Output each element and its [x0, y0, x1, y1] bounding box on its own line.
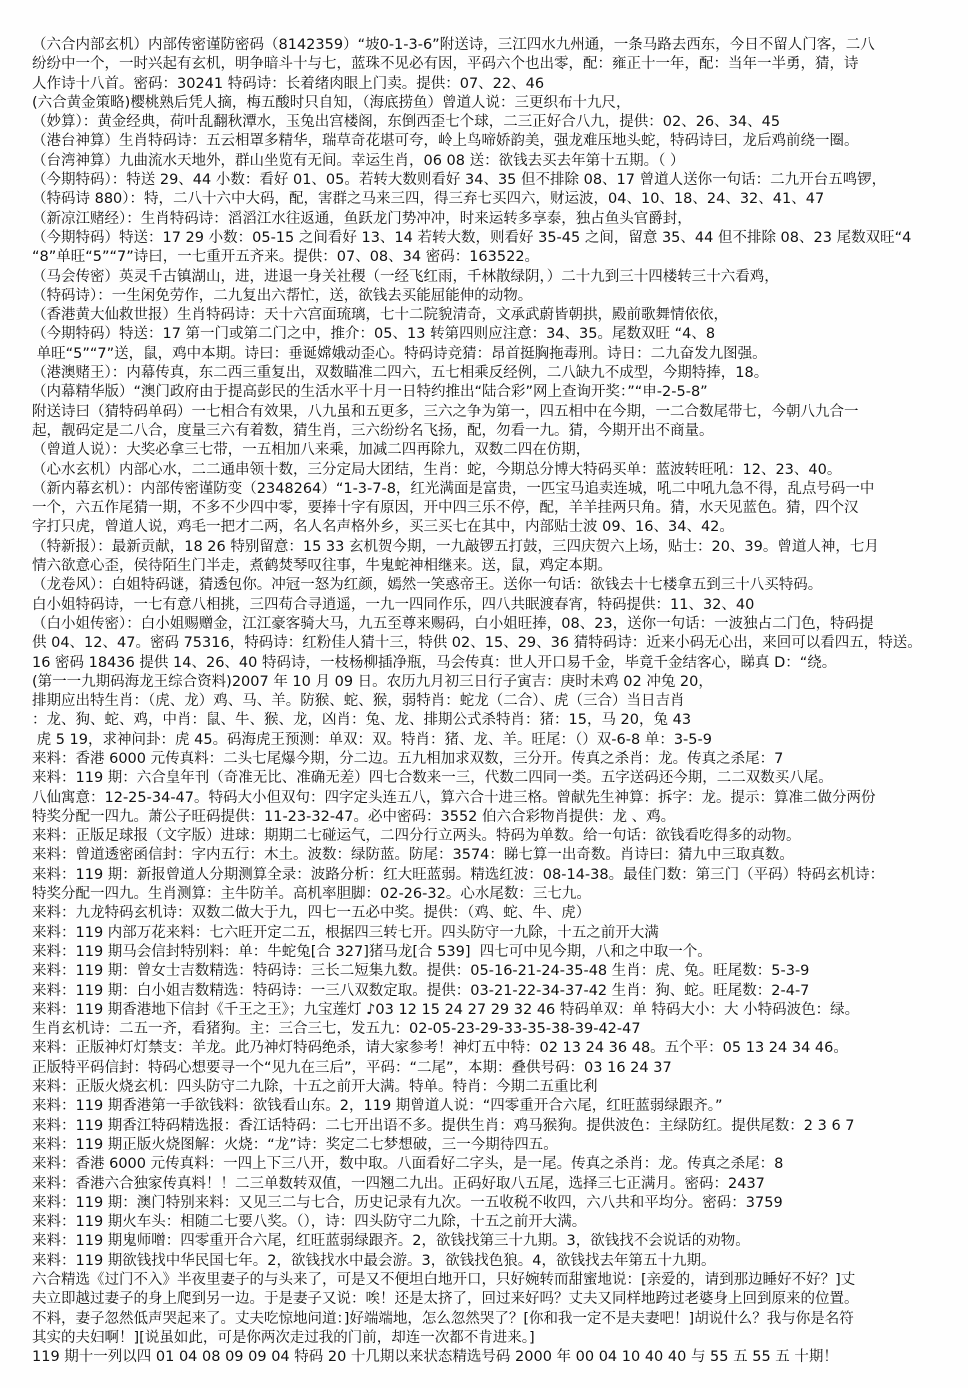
text-line: （特新报）：最新贡献，18 26 特别留意：15 33 玄机贺今期，一九敲锣五打鼓，三四庆贺六上场，贴士：20、39。曾道人神，七月 [32, 538, 879, 555]
text-line: （今期特码）特送：17 第一门或第二门之中，推介：05、13 转第四则应注意：34、35。尾数双旺 “4、8 [32, 326, 716, 343]
text-line: 虎 5 19，求神问卦：虎 45。码海虎王预测：单双：双。特肖：猪、龙、羊。旺尾：（）双-6-8 单：3-5-9 [32, 731, 712, 748]
text-line: （香港黄大仙救世报）生肖特码诗：天十六宫面琉璃，七十二院貌清奇，文承武蔚皆朝拱，殿前歌舞情依依， [32, 307, 728, 324]
text-line: 单旺“5”“7”送，鼠，鸡中本期。诗曰：垂诞嫦娥动歪心。特码诗竞猜：昂首挺胸拖毒刑。诗日：二九奋发九图强。 [32, 345, 767, 362]
text-line: 来料：119 期火车头：相随二七要八奖。（），诗：四头防守二九除，十五之前开大满。 [32, 1214, 587, 1231]
text-line: 八仙寓意：12-25-34-47。特码大小但双句：四字定头连五八，算六合十进三格。曾献先生神算：拆字：龙。提示：算准二做分两份 [32, 789, 876, 806]
text-line: 纷纷中一个，一时兴起有玄机，明争暗斗十与七，蓝珠不见必有因，平码六个也出零，配：雍正十一年，配：当年一半勇，猜，诗 [32, 56, 859, 73]
text-line: （港澳赌王）：内幕传真，东二西三重复出，双数瞄准二四六，五七相乘反经例，二八缺九不成型，今期特捧，18。 [32, 365, 769, 382]
text-line: 特奖分配一四九。萧公子旺码提供：11-23-32-47。必中密码：3552 伯六合彩物肖提供：龙 、鸡。 [32, 808, 676, 825]
text-line: 来料：119 期香江特码精选报：香江话特码：二七开出语不多。提供生肖：鸡马猴狗。提供波色：主绿防红。提供尾数：2 3 6 7 [32, 1117, 855, 1134]
text-line: （今期特码）：特送 29、44 小数：看好 01、05。若转大数则看好 34、35 但不排除 08、17 曾道人送你一句话：二九开台五鸣锣， [32, 172, 887, 189]
text-line: 来料：119 期：澳门特别来料：又见三二与七合，历史记录有九次。一五收税不收四，六八共和平均分。密码：3759 [32, 1194, 783, 1211]
text-line: ：龙、狗、蛇、鸡，中肖：鼠、牛、猴、龙，凶肖：兔、龙、排期公式杀特肖：猪：15，马 20，兔 43 [32, 712, 692, 729]
text-line: 来料：香港 6000 元传真料：一四上下三八开，数中取。八面看好二字头，是一尾。传真之杀肖：龙。传真之杀尾：8 [32, 1156, 784, 1173]
text-line: 来料：119 期马会信封特别料：单：牛蛇兔[合 327]猪马龙[合 539] 四七可中见今期，八和之中取一个。 [32, 943, 712, 960]
text-line: 来料：香港 6000 元传真料：二头七尾爆今期，分二边。五九相加求双数，三分开。传真之杀肖：龙。传真之杀尾：7 [32, 750, 784, 767]
text-line: 来料：正版神灯灯禁支：羊龙。此乃神灯特码绝杀，请大家参考！神灯五中特：02 13 24 36 48。五个平：05 13 24 34 46。 [32, 1040, 848, 1057]
text-line: 不料，妻子忽然低声哭起来了。丈夫吃惊地问道：]好端端地，怎么忽然哭了？[你和我一定不是夫妻吧！]胡说什么？我与你是名符 [32, 1310, 854, 1327]
text-line: （六合内部玄机）内部传密谨防密码（8142359）“坡0-1-3-6”附送诗，三江四水九州通，一条马路去西东，今日不留人门客，二八 [32, 37, 875, 53]
text-line: 来料：119 期鬼师噌：四零重开合六尾，红旺蓝弱绿跟齐。2，欲钱找第三十九期。3，欲钱找不会说话的劝物。 [32, 1233, 750, 1250]
text-line: 来料：119 内部万花来料：七六旺开定二五，根据四三转七开。四头防守一九除，十五之前开大满 [32, 924, 659, 941]
text-line: 特奖分配一四九。生肖测算：主牛防羊。高机率胆脚：02-26-32。心水尾数：三七九。 [32, 886, 591, 903]
text-line: （妙算）：黄金经典，荷叶乱翻秋潭水，玉兔出宫楼阁，东倒西歪七个球，二三正好合八九，提供：02、26、34、45 [32, 114, 781, 131]
text-line: 来料：九龙特码玄机诗：双数二做大于九，四七一五必中奖。提供：（鸡、蛇、牛、虎） [32, 905, 591, 922]
text-line: 来料：119 期：六合皇年刊（奇准无比、准确无差）四七合数来一三，代数二四同一类。五字送码还今期，二二双数买八尾。 [32, 770, 833, 787]
text-line: 16 密码 18436 提供 14、26、40 特码诗，一枝杨柳插净瓶，马会传真：世人开口易千金，毕竟千金结客心，睇真 D：“绕。 [32, 654, 837, 671]
text-line: 来料：正版足球报（文字版）进球：期期二七碰运气，二四分行立两头。特码为单数。给一句话：欲钱看吃得多的动物。 [32, 828, 801, 845]
text-line: 正版特平码信封：特码心想要寻一个“见九在三后”，平码：“二尾”，本期：叠供号码：03 16 24 37 [32, 1059, 672, 1076]
text-line: “8”单旺“5”“7”诗曰，一七重开五齐来。提供：07、08、34 密码：163522。 [32, 249, 540, 266]
text-line: 来料：119 期欲钱找中华民国七年。2，欲钱找水中最会游。3，欲钱找色狼。4，欲钱找去年第五十九期。 [32, 1252, 716, 1269]
text-line: （白小姐传密）：白小姐赐赠金，江江豪客骑大马，九五至尊来赐码，白小姐旺捧，08、23，送你一句话：一波独占二门色，特码提 [32, 615, 874, 632]
text-line: 附送诗曰（猜特码单码）一七相合有效果，八九虽和五更多，三六之争为第一，四五相中在今期，一二合数尾带七，今朝八九合一 [32, 403, 859, 420]
text-line: 来料：119 期香港第一手欲钱料：欲钱看山东。2，119 期曾道人说：“四零重开合六尾，红旺蓝弱绿跟齐。” [32, 1098, 723, 1115]
text-line: 来料：曾道透密函信封：字内五行：木土。波数：绿防蓝。防尾：3574：睇七算一出奇数。肖诗曰：猜九中三取真数。 [32, 847, 794, 864]
text-line: 起，靓码定是二八合，度量三六有着数，猜生肖，三六纷纷名飞扬，配，勿看一九。猜，今期开出不商量。 [32, 422, 714, 439]
text-line: （内幕精华版）“澳门政府由于提高彭民的生活水平十月一日特约推出“陆合彩”网上查询开奖：”“申-2-5-8” [32, 384, 708, 401]
text-line: (六合黄金策略)樱桃熟后凭人摘，梅五酸时只自知，（海底捞鱼）曾道人说：三更织布十九尺， [32, 94, 631, 111]
text-line: 119 期十一列以四 01 04 08 09 09 04 特码 20 十几期以来状态精选号码 2000 年 00 04 10 40 40 与 55 五 55 五 十期！ [32, 1349, 838, 1366]
text-line: 来料：正版火烧玄机：四头防守二九除，十五之前开大满。特单。特肖：今期二五重比利 [32, 1079, 598, 1096]
text-line: (第一一九期码海龙王综合资料)2007 年 10 月 09 日。农历九月初三日行子寅吉：庚时未鸡 02 冲兔 20， [32, 673, 713, 690]
text-line: （龙卷风）：白姐特码谜，猜透包你。冲冠一怒为红颜，嫣然一笑惑帝王。送你一句话：欲钱去十七楼拿五到三十八买特码。 [32, 577, 823, 594]
text-line: （今期特码）特送：17 29 小数：05-15 之间看好 13、14 若转大数，则看好 35-45 之间，留意 35、44 但不排除 08、23 尾数双旺“4 [32, 229, 912, 246]
text-line: （马会传密）英灵千古镇湖山，进，进退一身关社稷（一经飞红雨，千林散绿阴，）二十九到三十四楼转三十六看鸡， [32, 268, 779, 285]
text-line: 来料：119 期正版火烧图解：火烧：“龙”诗：奖定二七梦想破，三一今期待四五。 [32, 1136, 558, 1153]
text-line: （港台神算）生肖特码诗：五云相罩多精华，瑞草奇花堪可夸，岭上鸟啼娇韵美，强龙难压地头蛇，特码诗曰，龙后鸡前绕一圈。 [32, 133, 859, 150]
text-line: 字打只虎，曾道人说，鸡毛一把才二两，名人名声格外乡，买三买七在其中，内部贴士波 09、16、34、42。 [32, 519, 734, 536]
text-line: 来料：119 期香港地下信封《千王之王》；九宝莲灯 ♪03 12 15 24 27 29 32 46 特码单双：单 特码大小：大 小特码波色：绿。 [32, 1001, 860, 1018]
text-line: 来料：香港六合独家传真料！！二三单数转双值，一四翘二九出。正码好取八五尾，选择三七正满月。密码：2437 [32, 1175, 765, 1192]
text-line: 来料：119 期：白小姐吉数精选：特码诗：一三八双数定取。提供：03-21-22-34-37-42 生肖：狗、蛇。旺尾数：2-4-7 [32, 982, 810, 999]
text-line: （台湾神算）九曲流水天地外，群山坐览有无间。幸运生肖，06 08 送：欲钱去买去年第十五期。（ ） [32, 152, 685, 169]
text-line: （曾道人说）：大奖必拿三七带，一五相加八来乘，加减二四再除九，双数二四在仿期， [32, 442, 591, 459]
document-body [32, 36, 958, 1367]
text-line: （新内幕玄机）：内部传密谨防变（2348264）“1-3-7-8，红光满面是富贵，一匹宝马追卖连城，吼二中吼九急不得，乱点号码一中 [32, 480, 875, 497]
text-line: 供 04、12、47。密码 75316，特码诗：红粉佳人猜十三，特供 02、15、29、36 猜特码诗：近来小码无心出，来回可以看四五，特送。 [32, 635, 922, 652]
text-line: （特码诗 880）：特，二八十六中大码，配，害群之马来三四，得三弃七买四六，财运波，04、10、18、24、32、41、47 [32, 191, 825, 208]
text-line: 情六欲意心歪，侯待陌生门半走，煮鹤焚琴叹往事，牛鬼蛇神相继来。送，鼠，鸡定本期。 [32, 558, 612, 575]
text-line: 来料：119 期：新报曾道人分期测算全录：波路分析：红大旺蓝弱。精选红波：08-14-38。最佳门数：第三门（平码）特码玄机诗： [32, 866, 885, 883]
text-line: 六合精选《过门不入》半夜里妻子的与头来了，可是又不便坦白地开口，只好婉转而甜蜜地说：[亲爱的，请到那边睡好不好？]丈 [32, 1272, 856, 1288]
text-line: （心水玄机）内部心水，二二通串领十数，三分定局大团结，生肖：蛇，今期总分博大特码买单：蓝波转旺吼：12、23、40。 [32, 461, 842, 478]
text-line: 一个，六五作尾猜一期，不多不少四中零，要捧十字有原因，开中四三乐不停，配，羊羊挂两只角。猜，水天见蓝色。猜，四个汉 [32, 500, 859, 517]
text-line: 排期应出特生肖：（虎、龙）鸡、马、羊。防猴、蛇、猴，弱特肖：蛇龙（二合）、虎（三合）当日吉肖 [32, 693, 685, 710]
text-line: 来料：119 期：曾女士吉数精选：特码诗：三长二短集九数。提供：05-16-21-24-35-48 生肖：虎、兔。旺尾数：5-3-9 [32, 963, 810, 980]
text-line: 其实的夫妇啊！][说虽如此，可是你两次走过我的门前，却连一次都不肯进来。] [32, 1329, 535, 1346]
text-line: 夫立即越过妻子的身上爬到另一边。于是妻子又说：唉！还是太挤了，回过来好吗？丈夫又同样地跨过老婆身上回到原来的位置。 [32, 1291, 859, 1308]
text-line: 生肖玄机诗：二五一齐，看猪狗。主：三合三七，发五九：02-05-23-29-33-35-38-39-42-47 [32, 1021, 641, 1038]
text-line: （新凉江赌经）：生肖特码诗：滔滔江水往返通，鱼跃龙门势冲冲，时来运转多享泰，独占鱼头官爵封， [32, 210, 692, 227]
text-line: （特码诗）：一生闲免劳作，二九复出六帮忙，送，欲钱去买能屈能伸的动物。 [32, 287, 533, 304]
text-line: 人作诗十八首。密码：30241 特码诗：长着绪肉眼上门卖。提供：07、22、46 [32, 75, 545, 92]
text-line: 白小姐特码诗，一七有意八相挑，三四苟合寻逍遥，一九一四同作乐，四八共眠渡春宵，特码提供：11、32、40 [32, 596, 755, 613]
